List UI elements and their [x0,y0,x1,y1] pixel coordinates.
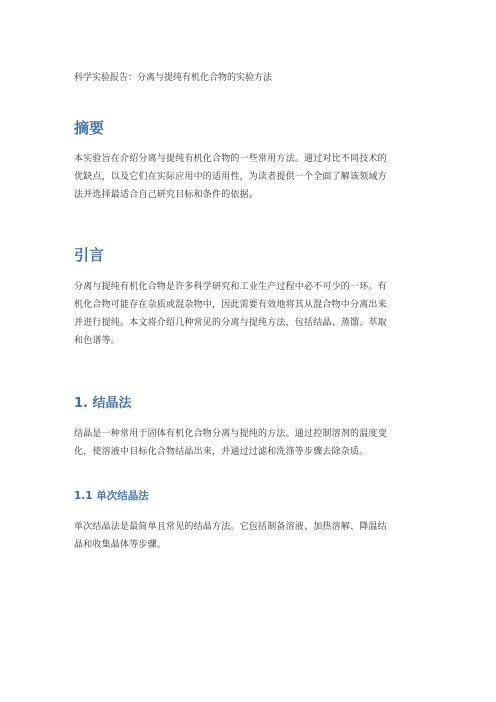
single-crystallization-heading: 1.1 单次结晶法 [74,490,149,502]
crystallization-line: 结晶是一种常用于固体有机化合物分离与提纯的方法。通过控制溶剂的温度变 [74,429,387,439]
abstract-line: 法并选择最适合自己研究目标和条件的依据。 [74,190,259,200]
single-crystallization-line: 单次结晶法是最简单且常见的结晶方法。它包括制备溶液、加热溶解、降温结 [74,522,387,532]
intro-line: 分离与提纯有机化合物是许多科学研究和工业生产过程中必不可少的一环。有 [74,282,387,292]
single-crystallization-line: 晶和收集晶体等步骤。 [74,540,167,550]
intro-line: 并进行提纯。本文将介绍几种常见的分离与提纯方法，包括结晶、蒸馏、萃取 [74,318,387,328]
document-title: 科学实验报告：分离与提纯有机化合物的实验方法 [74,73,273,83]
intro-paragraph [74,278,422,350]
abstract-paragraph [74,150,422,204]
crystallization-paragraph [74,425,422,461]
crystallization-heading: 1. 结晶法 [74,396,132,411]
crystallization-line: 化，使溶液中目标化合物结晶出来，并通过过滤和洗涤等步骤去除杂质。 [74,447,369,457]
abstract-heading: 摘要 [74,119,105,137]
abstract-line: 优缺点，以及它们在实际应用中的适用性，为读者提供一个全面了解该领域方 [74,172,387,182]
intro-line: 机化合物可能存在杂质或混杂物中，因此需要有效地将其从混合物中分离出来 [74,300,387,310]
single-crystallization-paragraph [74,518,422,554]
intro-heading: 引言 [74,246,105,264]
intro-line: 和色谱等。 [74,336,121,346]
abstract-line: 本实验旨在介绍分离与提纯有机化合物的一些常用方法。通过对比不同技术的 [74,154,387,164]
